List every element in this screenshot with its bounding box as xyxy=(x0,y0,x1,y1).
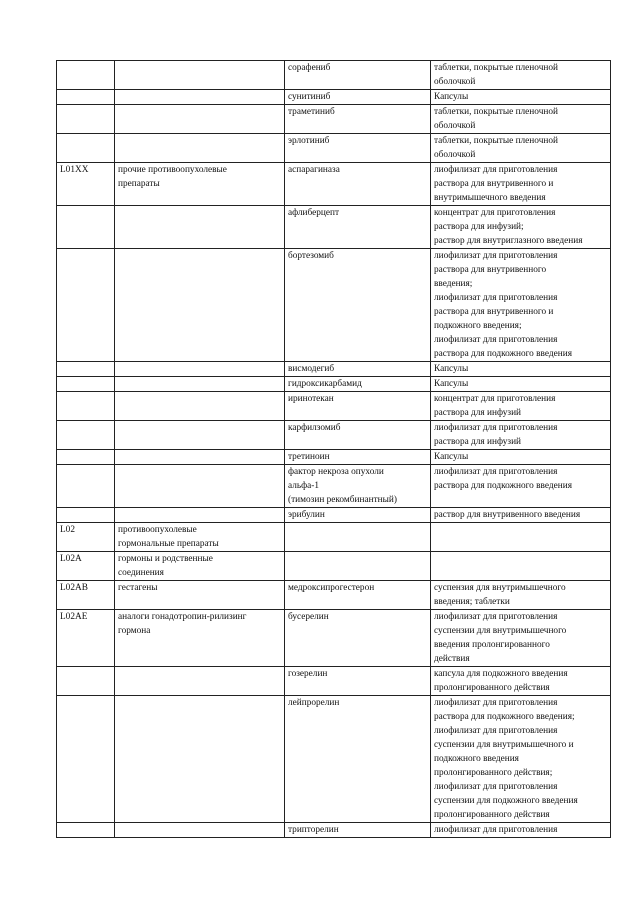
atc-code-cell xyxy=(57,377,115,392)
dosage-form-cell: Капсулы xyxy=(431,377,611,392)
atc-code-cell xyxy=(57,450,115,465)
atc-group-cell xyxy=(115,450,285,465)
dosage-form-cell: концентрат для приготовления раствора для инфузий xyxy=(431,392,611,421)
drug-name-cell: сорафениб xyxy=(285,61,431,90)
atc-group-cell: прочие противоопухолевые препараты xyxy=(115,163,285,206)
atc-group-cell: гормоны и родственные соединения xyxy=(115,552,285,581)
table-row xyxy=(57,392,611,421)
table-row xyxy=(57,362,611,377)
drug-name-cell: эрибулин xyxy=(285,508,431,523)
dosage-form-cell xyxy=(431,552,611,581)
table-row xyxy=(57,823,611,838)
atc-code-cell xyxy=(57,465,115,508)
atc-group-cell: аналоги гонадотропин-рилизинг гормона xyxy=(115,610,285,667)
atc-group-cell xyxy=(115,823,285,838)
drug-name-cell: фактор некроза опухоли альфа-1 (тимозин рекомбинантный) xyxy=(285,465,431,508)
dosage-form-cell: лиофилизат для приготовления суспензии для внутримышечного введения пролонгированного действия xyxy=(431,610,611,667)
atc-group-cell xyxy=(115,392,285,421)
drug-name-cell: афлиберцепт xyxy=(285,206,431,249)
atc-group-cell xyxy=(115,134,285,163)
atc-group-cell xyxy=(115,90,285,105)
table-row xyxy=(57,667,611,696)
atc-group-cell xyxy=(115,421,285,450)
atc-group-cell: гестагены xyxy=(115,581,285,610)
table-row xyxy=(57,610,611,667)
table-row xyxy=(57,90,611,105)
drug-table xyxy=(56,60,611,838)
table-row xyxy=(57,523,611,552)
drug-name-cell: бортезомиб xyxy=(285,249,431,362)
dosage-form-cell: лиофилизат для приготовления раствора для инфузий xyxy=(431,421,611,450)
atc-code-cell xyxy=(57,105,115,134)
atc-code-cell: L02A xyxy=(57,552,115,581)
dosage-form-cell: лиофилизат для приготовления раствора для внутривенного введения; лиофилизат для приготовления раствора для внутривенного и подкожного введения; лиофилизат для приготовления раствора для подкожного введения xyxy=(431,249,611,362)
atc-code-cell xyxy=(57,667,115,696)
dosage-form-cell: суспензия для внутримышечного введения; таблетки xyxy=(431,581,611,610)
table-row xyxy=(57,450,611,465)
table-row xyxy=(57,696,611,823)
atc-code-cell: L02AE xyxy=(57,610,115,667)
drug-name-cell: эрлотиниб xyxy=(285,134,431,163)
atc-code-cell xyxy=(57,696,115,823)
atc-code-cell xyxy=(57,206,115,249)
table-row xyxy=(57,134,611,163)
table-row xyxy=(57,105,611,134)
drug-name-cell xyxy=(285,523,431,552)
drug-name-cell: карфилзомиб xyxy=(285,421,431,450)
atc-code-cell: L02AB xyxy=(57,581,115,610)
table-row xyxy=(57,421,611,450)
atc-code-cell xyxy=(57,392,115,421)
atc-code-cell xyxy=(57,134,115,163)
drug-name-cell: трипторелин xyxy=(285,823,431,838)
drug-name-cell: лейпрорелин xyxy=(285,696,431,823)
dosage-form-cell: капсула для подкожного введения пролонгированного действия xyxy=(431,667,611,696)
dosage-form-cell: Капсулы xyxy=(431,90,611,105)
drug-name-cell: иринотекан xyxy=(285,392,431,421)
drug-name-cell: траметиниб xyxy=(285,105,431,134)
dosage-form-cell: лиофилизат для приготовления раствора для подкожного введения; лиофилизат для приготовления суспензии для внутримышечного и подкожного введения пролонгированного действия; лиофилизат для приготовления суспензии для подкожного введения пролонгированного действия xyxy=(431,696,611,823)
table-row xyxy=(57,377,611,392)
atc-group-cell xyxy=(115,696,285,823)
table-row xyxy=(57,552,611,581)
table-row xyxy=(57,581,611,610)
atc-group-cell xyxy=(115,667,285,696)
atc-code-cell xyxy=(57,508,115,523)
drug-name-cell: бусерелин xyxy=(285,610,431,667)
atc-code-cell: L02 xyxy=(57,523,115,552)
drug-name-cell: гозерелин xyxy=(285,667,431,696)
table-row xyxy=(57,206,611,249)
dosage-form-cell: лиофилизат для приготовления раствора для подкожного введения xyxy=(431,465,611,508)
atc-group-cell xyxy=(115,362,285,377)
drug-name-cell: сунитиниб xyxy=(285,90,431,105)
dosage-form-cell: таблетки, покрытые пленочной оболочкой xyxy=(431,61,611,90)
atc-group-cell xyxy=(115,61,285,90)
dosage-form-cell: Капсулы xyxy=(431,450,611,465)
atc-code-cell xyxy=(57,61,115,90)
dosage-form-cell: таблетки, покрытые пленочной оболочкой xyxy=(431,105,611,134)
table-row xyxy=(57,508,611,523)
atc-code-cell xyxy=(57,362,115,377)
drug-name-cell xyxy=(285,552,431,581)
drug-name-cell: аспарагиназа xyxy=(285,163,431,206)
drug-name-cell: третиноин xyxy=(285,450,431,465)
atc-code-cell xyxy=(57,90,115,105)
dosage-form-cell xyxy=(431,523,611,552)
dosage-form-cell: таблетки, покрытые пленочной оболочкой xyxy=(431,134,611,163)
drug-name-cell: гидроксикарбамид xyxy=(285,377,431,392)
atc-code-cell: L01XX xyxy=(57,163,115,206)
atc-code-cell xyxy=(57,421,115,450)
table-row xyxy=(57,465,611,508)
atc-group-cell xyxy=(115,465,285,508)
drug-table-body xyxy=(57,61,611,838)
dosage-form-cell: лиофилизат для приготовления xyxy=(431,823,611,838)
atc-group-cell xyxy=(115,249,285,362)
atc-code-cell xyxy=(57,249,115,362)
atc-group-cell xyxy=(115,377,285,392)
atc-group-cell xyxy=(115,105,285,134)
atc-group-cell: противоопухолевые гормональные препараты xyxy=(115,523,285,552)
atc-code-cell xyxy=(57,823,115,838)
dosage-form-cell: лиофилизат для приготовления раствора для внутривенного и внутримышечного введения xyxy=(431,163,611,206)
dosage-form-cell: Капсулы xyxy=(431,362,611,377)
table-row xyxy=(57,249,611,362)
table-row xyxy=(57,61,611,90)
dosage-form-cell: концентрат для приготовления раствора для инфузий; раствор для внутриглазного введения xyxy=(431,206,611,249)
drug-name-cell: висмодегиб xyxy=(285,362,431,377)
atc-group-cell xyxy=(115,508,285,523)
dosage-form-cell: раствор для внутривенного введения xyxy=(431,508,611,523)
drug-name-cell: медроксипрогестерон xyxy=(285,581,431,610)
atc-group-cell xyxy=(115,206,285,249)
table-row xyxy=(57,163,611,206)
